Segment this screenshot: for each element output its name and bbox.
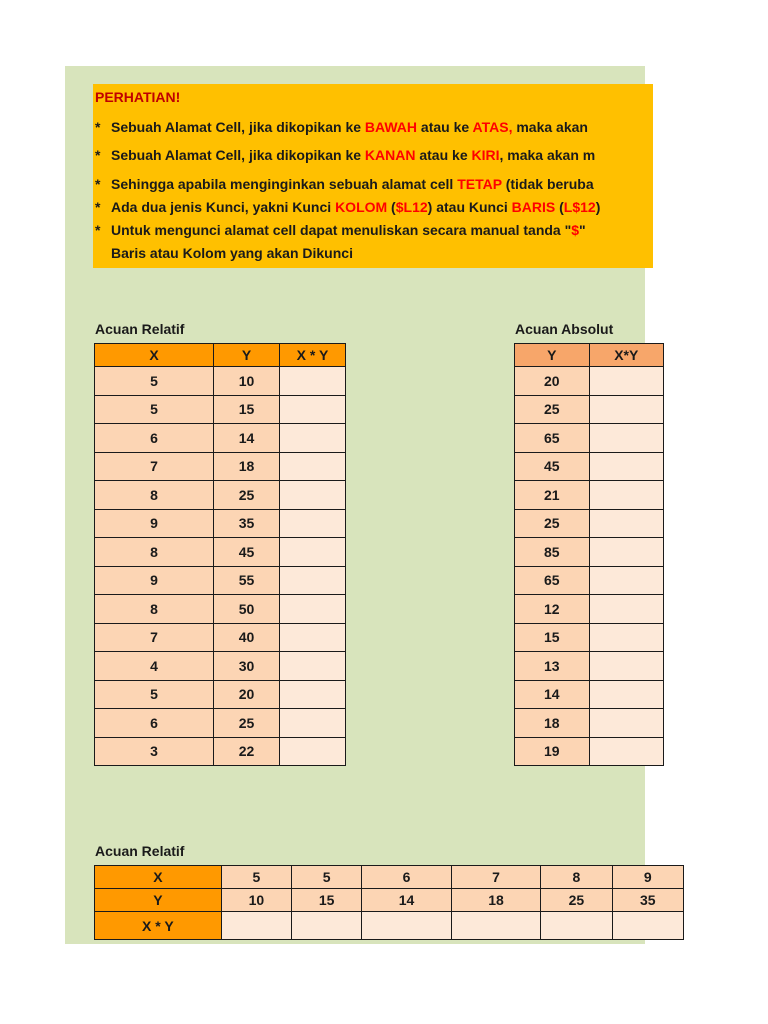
value-cell: 7: [451, 866, 540, 889]
absolute-table: [514, 343, 664, 766]
value-cell: 21: [515, 481, 590, 510]
table-row: [515, 680, 664, 709]
value-cell: 25: [515, 395, 590, 424]
value-cell: 13: [515, 652, 590, 681]
result-cell[interactable]: [280, 395, 346, 424]
result-cell[interactable]: [589, 481, 664, 510]
value-cell: 40: [214, 623, 280, 652]
result-cell[interactable]: [589, 737, 664, 766]
relative-horizontal-table: [94, 865, 684, 940]
value-cell: 9: [95, 509, 214, 538]
notice-bullet: *: [95, 222, 101, 238]
value-cell: 8: [95, 595, 214, 624]
value-cell: 10: [221, 889, 291, 912]
value-cell: 25: [214, 709, 280, 738]
table-row: [95, 395, 346, 424]
value-cell: 9: [612, 866, 683, 889]
notice-text: Baris atau Kolom yang akan Dikunci: [111, 245, 353, 261]
notice-text: Sehingga apabila menginginkan sebuah alamat cell: [111, 176, 458, 192]
value-cell: 7: [95, 623, 214, 652]
notice-line: [95, 199, 600, 215]
value-cell: 20: [515, 367, 590, 396]
table-row: [95, 538, 346, 567]
value-cell: 8: [95, 481, 214, 510]
notice-bullet: *: [95, 176, 101, 192]
table-row: [515, 709, 664, 738]
value-cell: 65: [515, 566, 590, 595]
relative-horizontal-label: Acuan Relatif: [95, 843, 185, 859]
result-cell[interactable]: [280, 367, 346, 396]
table-row: [515, 566, 664, 595]
notice-highlight: $: [571, 222, 580, 238]
result-cell[interactable]: [221, 912, 291, 940]
table-row: [95, 680, 346, 709]
notice-highlight: BAWAH: [364, 119, 418, 135]
notice-line: [95, 147, 595, 163]
notice-title: PERHATIAN!: [95, 89, 181, 105]
result-cell[interactable]: [280, 509, 346, 538]
spreadsheet-area: [65, 66, 656, 944]
notice-text: atau ke: [415, 147, 472, 163]
column-header: X * Y: [280, 344, 346, 367]
result-cell[interactable]: [280, 680, 346, 709]
row-header: Y: [95, 889, 222, 912]
table-row: [515, 595, 664, 624]
table-row: [515, 509, 664, 538]
notice-text: ": [579, 222, 586, 238]
notice-highlight: KOLOM: [335, 199, 388, 215]
notice-text: maka akan: [512, 119, 588, 135]
result-cell[interactable]: [589, 566, 664, 595]
value-cell: 6: [362, 866, 451, 889]
notice-text: Ada dua jenis Kunci, yakni Kunci: [111, 199, 336, 215]
table-row: [95, 452, 346, 481]
result-cell[interactable]: [451, 912, 540, 940]
table-row: [95, 367, 346, 396]
result-cell[interactable]: [612, 912, 683, 940]
value-cell: 5: [221, 866, 291, 889]
notice-highlight: L$12: [563, 199, 596, 215]
table-row: [515, 538, 664, 567]
notice-highlight: BARIS: [511, 199, 556, 215]
value-cell: 9: [95, 566, 214, 595]
notice-text: Sebuah Alamat Cell, jika dikopikan ke: [111, 147, 365, 163]
column-header: X: [95, 344, 214, 367]
value-cell: 85: [515, 538, 590, 567]
result-cell[interactable]: [589, 424, 664, 453]
value-cell: 25: [214, 481, 280, 510]
result-cell[interactable]: [362, 912, 451, 940]
value-cell: 14: [214, 424, 280, 453]
value-cell: 35: [612, 889, 683, 912]
result-cell[interactable]: [589, 623, 664, 652]
result-cell[interactable]: [280, 481, 346, 510]
row-header: X: [95, 866, 222, 889]
value-cell: 5: [95, 395, 214, 424]
notice-highlight: TETAP: [457, 176, 502, 192]
notice-text: , maka akan m: [499, 147, 596, 163]
value-cell: 6: [95, 424, 214, 453]
result-cell[interactable]: [589, 538, 664, 567]
column-header: Y: [515, 344, 590, 367]
table-row: [95, 652, 346, 681]
value-cell: 20: [214, 680, 280, 709]
notice-text: ): [595, 199, 601, 215]
value-cell: 18: [515, 709, 590, 738]
relative-vertical-label: Acuan Relatif: [95, 321, 185, 337]
notice-text: (tidak beruba: [501, 176, 594, 192]
table-row: [515, 367, 664, 396]
notice-text: (: [387, 199, 396, 215]
notice-text: (: [555, 199, 564, 215]
notice-line: [95, 119, 588, 135]
value-cell: 8: [541, 866, 612, 889]
value-cell: 35: [214, 509, 280, 538]
value-cell: 5: [95, 680, 214, 709]
result-cell[interactable]: [589, 509, 664, 538]
result-cell[interactable]: [541, 912, 612, 940]
table-row: [95, 595, 346, 624]
table-row: [95, 424, 346, 453]
notice-highlight: KANAN: [364, 147, 416, 163]
notice-text: ) atau Kunci: [427, 199, 512, 215]
column-header: X*Y: [589, 344, 664, 367]
table-row: [515, 452, 664, 481]
value-cell: 50: [214, 595, 280, 624]
value-cell: 14: [362, 889, 451, 912]
value-cell: 45: [214, 538, 280, 567]
value-cell: 15: [214, 395, 280, 424]
result-cell[interactable]: [280, 452, 346, 481]
table-row: [515, 395, 664, 424]
table-row: [515, 424, 664, 453]
result-cell[interactable]: [280, 709, 346, 738]
value-cell: 12: [515, 595, 590, 624]
value-cell: 10: [214, 367, 280, 396]
notice-line: [95, 222, 586, 238]
relative-vertical-table: [94, 343, 346, 766]
value-cell: 5: [292, 866, 362, 889]
result-cell[interactable]: [589, 367, 664, 396]
value-cell: 30: [214, 652, 280, 681]
result-cell[interactable]: [280, 424, 346, 453]
notice-highlight: $L12: [395, 199, 428, 215]
table-row: [95, 623, 346, 652]
table-row: [95, 481, 346, 510]
notice-bullet: *: [95, 199, 101, 215]
notice-line: [95, 245, 353, 261]
result-cell[interactable]: [589, 652, 664, 681]
value-cell: 18: [451, 889, 540, 912]
absolute-label: Acuan Absolut: [515, 321, 614, 337]
table-row: [95, 889, 684, 912]
table-row: [95, 912, 684, 940]
result-cell[interactable]: [292, 912, 362, 940]
table-row: [515, 481, 664, 510]
notice-bullet: *: [95, 119, 101, 135]
result-cell[interactable]: [280, 652, 346, 681]
value-cell: 5: [95, 367, 214, 396]
notice-box: [93, 84, 653, 268]
value-cell: 19: [515, 737, 590, 766]
result-cell[interactable]: [589, 595, 664, 624]
value-cell: 7: [95, 452, 214, 481]
value-cell: 8: [95, 538, 214, 567]
table-row: [515, 623, 664, 652]
table-row: [95, 709, 346, 738]
notice-bullet: *: [95, 147, 101, 163]
notice-highlight: KIRI: [471, 147, 500, 163]
notice-text: Sebuah Alamat Cell, jika dikopikan ke: [111, 119, 365, 135]
value-cell: 18: [214, 452, 280, 481]
result-cell[interactable]: [280, 595, 346, 624]
value-cell: 55: [214, 566, 280, 595]
result-cell[interactable]: [589, 709, 664, 738]
result-cell[interactable]: [589, 395, 664, 424]
notice-line: [95, 176, 594, 192]
notice-highlight: ATAS,: [472, 119, 513, 135]
value-cell: 22: [214, 737, 280, 766]
value-cell: 6: [95, 709, 214, 738]
row-header: X * Y: [95, 912, 222, 940]
table-row: [95, 509, 346, 538]
result-cell[interactable]: [280, 623, 346, 652]
value-cell: 3: [95, 737, 214, 766]
result-cell[interactable]: [280, 737, 346, 766]
notice-text: Untuk mengunci alamat cell dapat menuliskan secara manual tanda ": [111, 222, 572, 238]
value-cell: 25: [515, 509, 590, 538]
result-cell[interactable]: [280, 538, 346, 567]
table-row: [95, 566, 346, 595]
table-row: [515, 737, 664, 766]
table-row: [95, 866, 684, 889]
value-cell: 45: [515, 452, 590, 481]
column-header: Y: [214, 344, 280, 367]
result-cell[interactable]: [589, 680, 664, 709]
table-row: [95, 737, 346, 766]
table-row: [515, 652, 664, 681]
value-cell: 15: [515, 623, 590, 652]
notice-text: atau ke: [417, 119, 473, 135]
value-cell: 25: [541, 889, 612, 912]
result-cell[interactable]: [280, 566, 346, 595]
value-cell: 4: [95, 652, 214, 681]
result-cell[interactable]: [589, 452, 664, 481]
value-cell: 15: [292, 889, 362, 912]
value-cell: 65: [515, 424, 590, 453]
value-cell: 14: [515, 680, 590, 709]
